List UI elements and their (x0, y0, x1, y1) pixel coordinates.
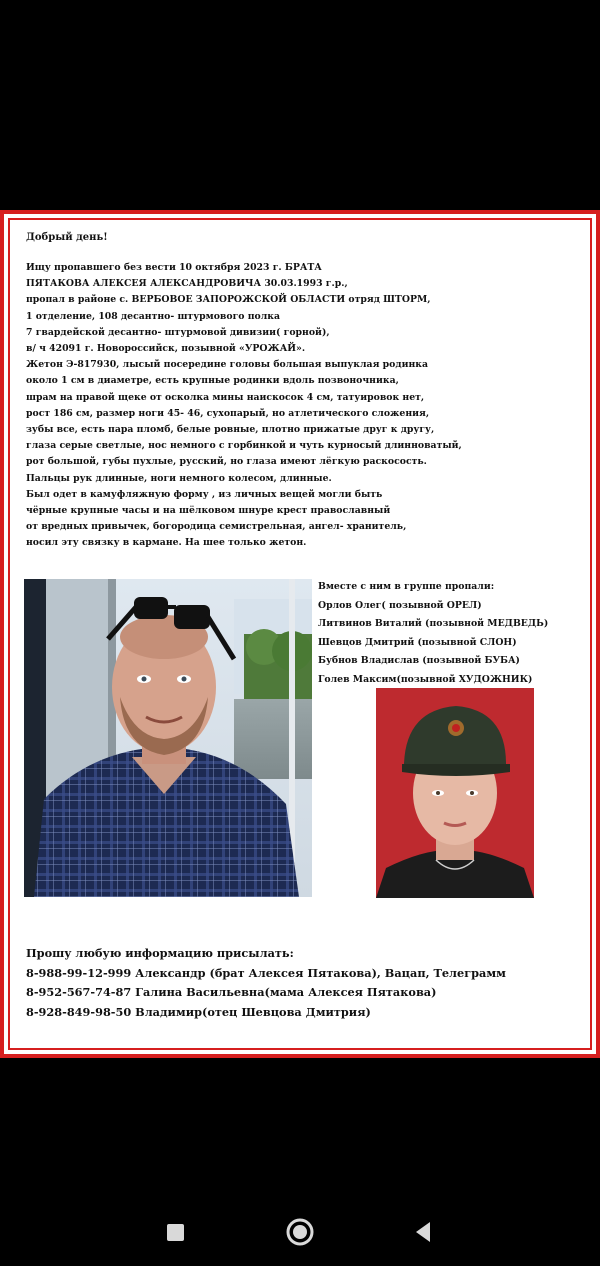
description-line: зубы все, есть пара пломб, белые ровные, плотно прижатые друг к другу, (26, 424, 435, 436)
group-member-photo (376, 688, 534, 898)
description-line: в/ ч 42091 г. Новороссийск, позывной «УРОЖАЙ». (26, 343, 306, 355)
description-line: носил эту связку в кармане. На шее только жетон. (26, 537, 307, 549)
missing-person-poster (0, 210, 600, 1058)
description-line: глаза серые светлые, нос немного с горбинкой и чуть курносый длинноватый, (26, 440, 462, 452)
description-line: рост 186 см, размер ноги 45- 46, сухопарый, но атлетического сложения, (26, 407, 430, 419)
group-line: Орлов Олег( позывной ОРЕЛ) (318, 599, 482, 611)
circle-icon (278, 1210, 322, 1254)
description-line: 7 гвардейской десантно- штурмовой дивизии( горной), (26, 326, 330, 338)
description-line: Пальцы рук длинные, ноги немного колесом, длинные. (26, 472, 332, 484)
group-line: Шевцов Дмитрий (позывной СЛОН) (318, 636, 517, 648)
description-line: Был одет в камуфляжную форму , из личных вещей могли быть (26, 488, 383, 500)
description-line: ПЯТАКОВА АЛЕКСЕЯ АЛЕКСАНДРОВИЧА 30.03.1993 г.р., (26, 278, 348, 290)
contacts-block (26, 944, 596, 1022)
description-block (26, 260, 586, 552)
triangle-left-icon (402, 1210, 446, 1254)
group-missing-list (318, 578, 600, 689)
contact-line: 8-928-849-98-50 Владимир(отец Шевцова Дмитрия) (26, 1004, 371, 1019)
group-line: Бубнов Владислав (позывной БУБА) (318, 655, 520, 666)
description-line: от вредных привычек, богородица семистрельная, ангел- хранитель, (26, 521, 407, 533)
description-line: шрам на правой щеке от осколка мины наискосок 4 см, татуировок нет, (26, 391, 425, 403)
square-icon (153, 1210, 197, 1254)
home-button[interactable] (278, 1210, 322, 1254)
contact-line: 8-988-99-12-999 Александр (брат Алексея Пятакова), Вацап, Телеграмм (26, 965, 506, 980)
missing-person-photo (24, 579, 312, 897)
contact-line: Прошу любую информацию присылать: (26, 946, 294, 960)
recent-apps-button[interactable] (153, 1210, 197, 1254)
description-line: пропал в районе с. ВЕРБОВОЕ ЗАПОРОЖСКОЙ ОБЛАСТИ отряд ШТОРМ, (26, 294, 431, 306)
system-navigation-bar (0, 1198, 600, 1266)
description-line: около 1 см в диаметре, есть крупные родинки вдоль позвоночника, (26, 375, 399, 387)
description-line: Жетон Э-817930, лысый посередине головы большая выпуклая родинка (26, 359, 429, 371)
description-line: чёрные крупные часы и на шёлковом шнуре крест православный (26, 505, 391, 517)
group-line: Голев Максим(позывной ХУДОЖНИК) (318, 673, 533, 685)
greeting-text: Добрый день! (26, 232, 108, 243)
group-line: Вместе с ним в группе пропали: (318, 581, 495, 592)
back-button[interactable] (402, 1210, 446, 1254)
description-line: 1 отделение, 108 десантно- штурмового полка (26, 310, 281, 322)
description-line: Ищу пропавшего без вести 10 октября 2023 г. БРАТА (26, 262, 322, 273)
description-line: рот большой, губы пухлые, русский, но глаза имеют лёгкую раскосость. (26, 456, 427, 468)
group-line: Литвинов Виталий (позывной МЕДВЕДЬ) (318, 618, 549, 629)
contact-line: 8-952-567-74-87 Галина Васильевна(мама Алексея Пятакова) (26, 985, 437, 999)
